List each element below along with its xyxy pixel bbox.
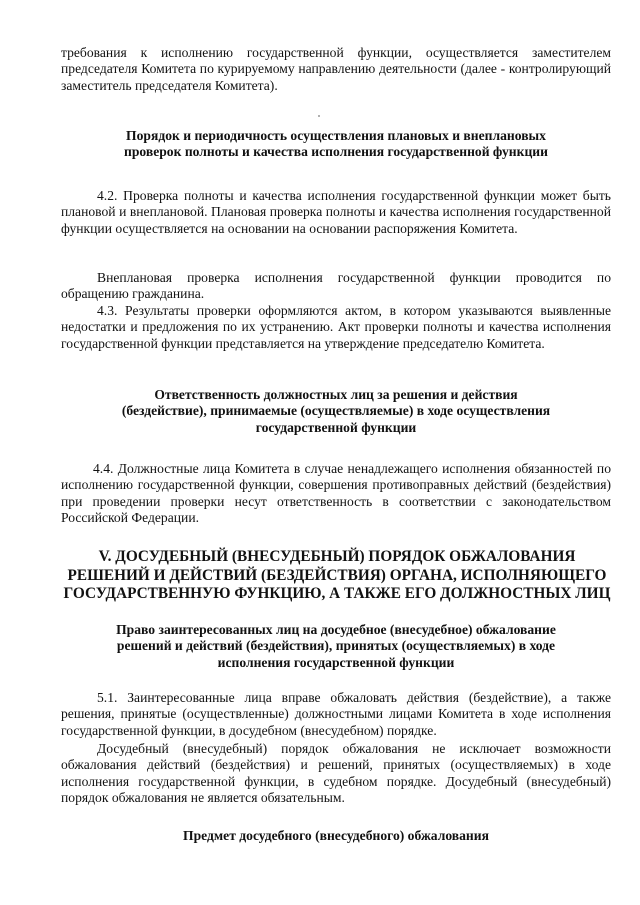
paragraph-unplanned-check: Внеплановая проверка исполнения государственной функции проводится по обращению гражданина. <box>61 270 611 302</box>
heading-right-to-appeal: Право заинтересованных лиц на досудебное (внесудебное) обжалование решений и действий (бездействия), принятых (осуществляемых) в ходе исполнения государственной функции <box>116 622 556 670</box>
paragraph-4-3: 4.3. Результаты проверки оформляются актом, в котором указываются выявленные недостатки и предложения по их устранению. Акт проверки полноты и качества исполнения государственной функции представляется на утверждение председателю Комитета. <box>61 303 611 351</box>
paragraph-intro: требования к исполнению государственной функции, осуществляется заместителем председателя Комитета по курируемому направлению деятельности (далее - контролирующий заместитель председателя Комитета). <box>61 45 611 93</box>
heading-responsibility: Ответственность должностных лиц за решения и действия (бездействие), принимаемые (осуществляемые) в ходе осуществления государственной функции <box>121 387 551 435</box>
heading-subject-of-appeal: Предмет досудебного (внесудебного) обжалования <box>183 828 489 843</box>
paragraph-5-1: 5.1. Заинтересованные лица вправе обжаловать действия (бездействие), а также решения, принятые (осуществленные) должностными лицами Комитета в ходе исполнения государственной функции, в досудебном (внесудебном) порядке. <box>61 690 611 738</box>
scan-speck <box>318 115 320 117</box>
paragraph-4-4: 4.4. Должностные лица Комитета в случае ненадлежащего исполнения обязанностей по исполнению государственной функции, совершения противоправных действий (бездействия) при проведении проверки несут ответственность в соответствии с законодательством Российской Федерации. <box>61 461 611 526</box>
paragraph-4-2: 4.2. Проверка полноты и качества исполнения государственной функции может быть плановой и внеплановой. Плановая проверка полноты и качества исполнения государственной функции осуществляется на основании на основании распоряжения Комитета. <box>61 188 611 236</box>
section-v-heading: V. ДОСУДЕБНЫЙ (ВНЕСУДЕБНЫЙ) ПОРЯДОК ОБЖАЛОВАНИЯ РЕШЕНИЙ И ДЕЙСТВИЙ (БЕЗДЕЙСТВИЯ) ОРГАНА, ИСПОЛНЯЮЩЕГО ГОСУДАРСТВЕННУЮ ФУНКЦИЮ, А ТАКЖЕ ЕГО ДОЛЖНОСТНЫХ ЛИЦ <box>63 548 611 602</box>
paragraph-pretrial-order: Досудебный (внесудебный) порядок обжалования не исключает возможности обжалования действий (бездействия) и решений, принятых (осуществляемых) в ходе исполнения государственной функции, в судебном порядке. Досудебный (внесудебный) порядок обжалования не является обязательным. <box>61 741 611 806</box>
heading-order-of-checks: Порядок и периодичность осуществления плановых и внеплановых проверок полноты и качества исполнения государственной функции <box>124 128 548 160</box>
